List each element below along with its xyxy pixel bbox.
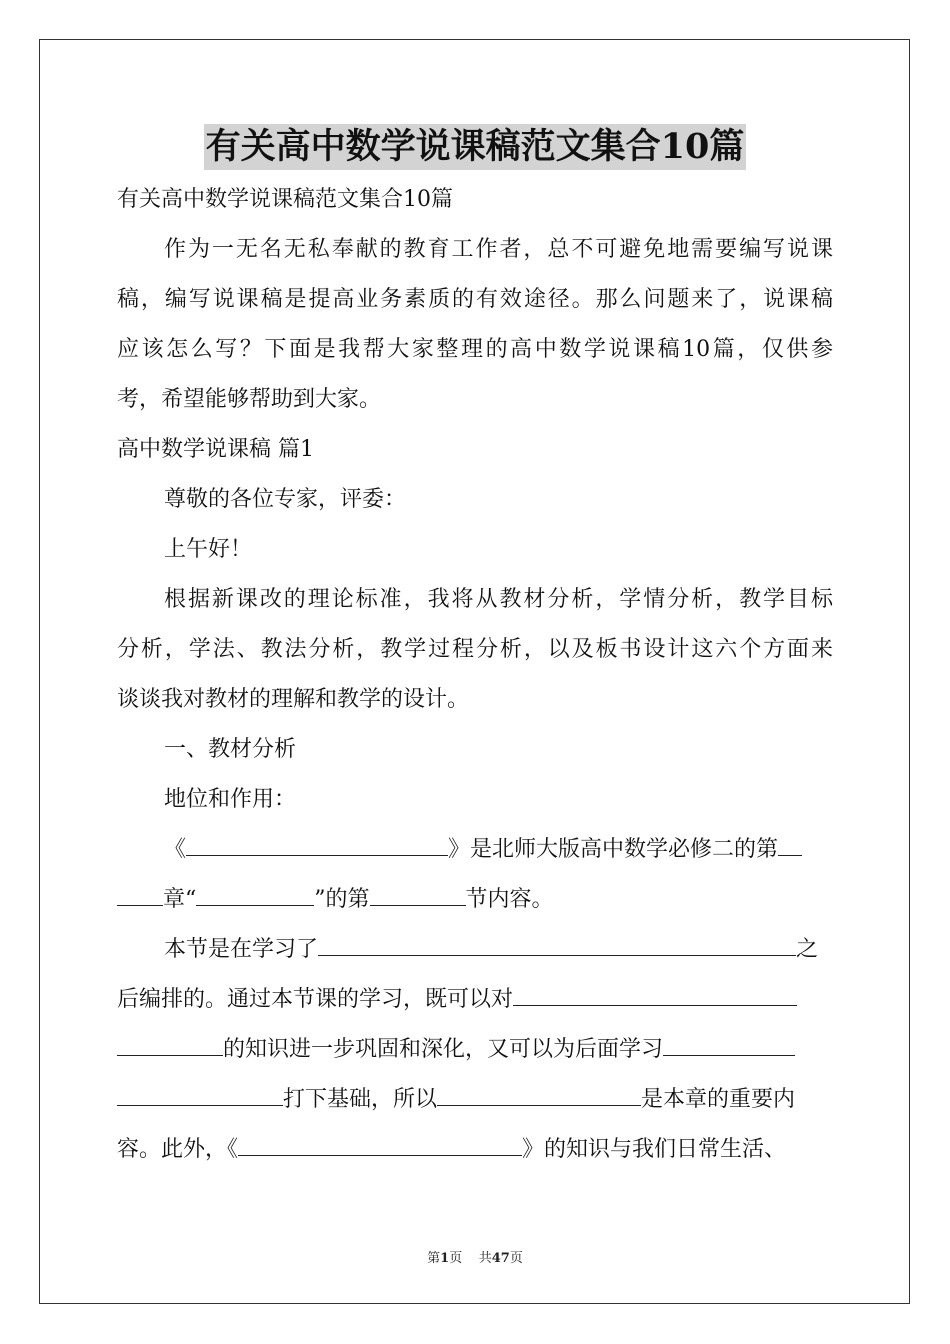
fill-line xyxy=(117,1125,833,1175)
paragraph-line: 根据新课改的理论标准，我将从教材分析，学情分析，教学目标 xyxy=(164,587,833,612)
document-title: 有关高中数学说课稿范文集合10篇 xyxy=(204,124,747,170)
footer-total-number: 47 xyxy=(491,1251,510,1266)
blank-field[interactable] xyxy=(663,1025,795,1056)
blank-field[interactable] xyxy=(196,875,314,906)
fill-line xyxy=(117,925,833,975)
blank-field[interactable] xyxy=(778,825,802,856)
fill-line xyxy=(117,1025,833,1075)
fill-text: 是本章的重要内 xyxy=(641,1087,796,1112)
paragraph-line: 作为一无名无私奉献的教育工作者，总不可避免地需要编写说课 xyxy=(164,237,833,262)
paragraph-line: 应该怎么写？下面是我帮大家整理的高中数学说课稿10篇，仅供参 xyxy=(117,337,833,362)
paragraph-line: 考，希望能够帮助到大家。 xyxy=(117,387,382,412)
fill-text: 的知识进一步巩固和深化，又可以为后面学习 xyxy=(223,1037,664,1062)
document-body xyxy=(117,175,833,1175)
paragraph-line: 谈谈我对教材的理解和教学的设计。 xyxy=(117,687,470,712)
blank-field[interactable] xyxy=(238,1125,522,1156)
footer-page-suffix: 页 xyxy=(449,1251,463,1266)
fill-line xyxy=(117,975,833,1025)
blank-field[interactable] xyxy=(437,1075,641,1106)
fill-text: 》是北师大版高中数学必修二的第 xyxy=(448,837,779,862)
subsection-label: 地位和作用： xyxy=(164,787,297,812)
fill-text: 打下基础，所以 xyxy=(283,1087,438,1112)
fill-text: ”的第 xyxy=(314,887,370,912)
fill-text: 后编排的。通过本节课的学习，既可以对 xyxy=(117,987,514,1012)
blank-field[interactable] xyxy=(117,1025,223,1056)
footer-page-prefix: 第 xyxy=(427,1251,441,1266)
greeting-line: 上午好！ xyxy=(164,537,253,562)
paragraph-line: 稿，编写说课稿是提高业务素质的有效途径。那么问题来了，说课稿 xyxy=(117,287,833,312)
fill-line xyxy=(117,1075,833,1125)
fill-line xyxy=(117,825,833,875)
subtitle-line: 有关高中数学说课稿范文集合10篇 xyxy=(117,187,453,212)
section-heading: 高中数学说课稿 篇1 xyxy=(117,437,314,462)
fill-text: 》的知识与我们日常生活、 xyxy=(522,1137,787,1162)
fill-line xyxy=(117,875,833,925)
footer-total-prefix: 共 xyxy=(478,1251,492,1266)
footer-total-suffix: 页 xyxy=(509,1251,523,1266)
blank-field[interactable] xyxy=(370,875,466,906)
blank-field[interactable] xyxy=(117,875,163,906)
fill-text: 之 xyxy=(796,937,819,962)
fill-text: 章“ xyxy=(163,887,197,912)
fill-text: 节内容。 xyxy=(465,887,554,912)
fill-text: 本节是在学习了 xyxy=(164,937,319,962)
subsection-heading: 一、教材分析 xyxy=(164,737,297,762)
fill-text: 《 xyxy=(164,837,187,862)
title-container xyxy=(0,124,950,170)
blank-field[interactable] xyxy=(186,825,448,856)
blank-field[interactable] xyxy=(117,1075,283,1106)
page-footer xyxy=(0,1247,950,1266)
blank-field[interactable] xyxy=(318,925,796,956)
fill-text: 容。此外，《 xyxy=(117,1137,239,1162)
paragraph-line: 分析，学法、教法分析，教学过程分析，以及板书设计这六个方面来 xyxy=(117,637,833,662)
greeting-line: 尊敬的各位专家，评委： xyxy=(164,487,407,512)
footer-page-number: 1 xyxy=(440,1251,450,1266)
blank-field[interactable] xyxy=(513,975,797,1006)
